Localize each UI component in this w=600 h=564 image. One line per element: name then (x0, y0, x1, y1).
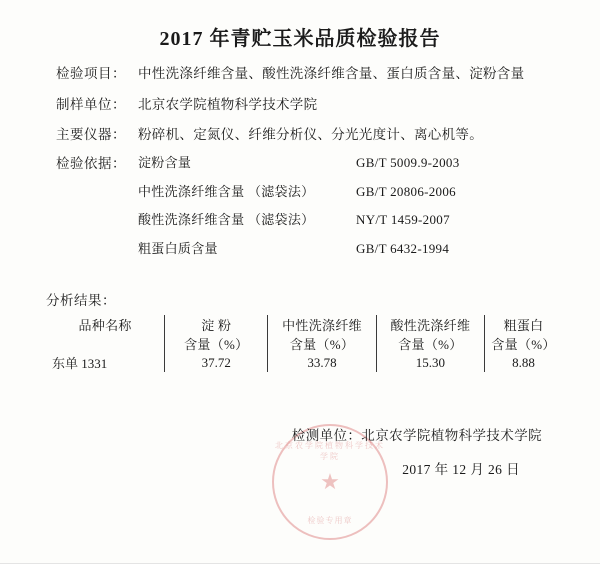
basis-item-standard: GB/T 6432-1994 (356, 241, 450, 257)
basis-item-name: 中性洗涤纤维含量 （滤袋法） (138, 183, 315, 199)
basis-item-standard: GB/T 5009.9-2003 (356, 154, 460, 170)
field-value-inspection-items: 中性洗涤纤维含量、酸性洗涤纤维含量、蛋白质含量、淀粉含量 (138, 66, 525, 81)
footer-inspection-unit: 检测单位：北京农学院植物科学技术学院 (291, 428, 542, 444)
basis-list (138, 155, 554, 271)
field-label-sample-unit: 制样单位： (56, 96, 126, 112)
results-table-wrap (0, 315, 600, 372)
field-value-instruments: 粉碎机、定氮仪、纤维分析仪、分光光度计、离心机等。 (138, 127, 483, 143)
field-row-inspection-basis (56, 155, 554, 271)
field-label-instruments: 主要仪器： (56, 127, 126, 143)
column-header-adf: 酸性洗涤纤维 (376, 315, 484, 334)
results-table-head (46, 315, 562, 353)
basis-item-standard: GB/T 20806-2006 (356, 183, 456, 199)
field-label-inspection-basis: 检验依据： (56, 155, 126, 171)
cell-adf: 15.30 (376, 353, 484, 372)
basis-item-name: 酸性洗涤纤维含量 （滤袋法） (138, 212, 315, 228)
field-label-inspection-items: 检验项目： (56, 66, 126, 81)
table-header-row-units (46, 334, 562, 353)
column-header-protein: 粗蛋白 (503, 318, 544, 334)
cell-ndf: 33.78 (268, 353, 376, 372)
basis-item-standard: NY/T 1459-2007 (356, 212, 450, 228)
basis-item-adf (138, 212, 554, 229)
field-row-sample-unit (56, 96, 554, 114)
basis-item-ndf (138, 184, 554, 201)
column-subheader-variety (46, 334, 165, 353)
footer-date: 2017 年 12 月 26 日 (402, 462, 520, 478)
column-subheader-protein: 含量（%） (491, 337, 556, 353)
table-header-row-primary (46, 315, 562, 334)
field-list (0, 65, 600, 270)
field-value-sample-unit: 北京农学院植物科学技术学院 (138, 96, 318, 112)
column-subheader-ndf: 含量（%） (268, 334, 376, 353)
results-table (46, 315, 562, 372)
stamp-bottom-text: 检验专用章 (307, 516, 353, 525)
cell-variety: 东单 1331 (46, 353, 165, 372)
cell-protein: 8.88 (512, 354, 535, 370)
stamp-top-text: 北京农学院植物科学技术学院 (275, 441, 385, 461)
column-header-ndf: 中性洗涤纤维 (268, 315, 376, 334)
cell-starch: 37.72 (165, 353, 268, 372)
basis-item-starch (138, 155, 554, 172)
column-subheader-starch: 含量（%） (165, 334, 268, 353)
page-title: 2017 年青贮玉米品质检验报告 (159, 28, 441, 50)
basis-item-name: 淀粉含量 (138, 154, 192, 170)
field-row-instruments (56, 126, 554, 144)
basis-item-protein (138, 241, 554, 258)
field-row-inspection-items (56, 65, 554, 83)
results-table-body (46, 353, 562, 372)
star-icon: ★ (320, 469, 340, 494)
basis-item-name: 粗蛋白质含量 (138, 241, 218, 257)
table-row (46, 353, 562, 372)
column-header-variety: 品种名称 (46, 315, 165, 334)
column-header-starch: 淀 粉 (165, 315, 268, 334)
column-subheader-adf: 含量（%） (376, 334, 484, 353)
results-label: 分析结果： (46, 293, 116, 309)
